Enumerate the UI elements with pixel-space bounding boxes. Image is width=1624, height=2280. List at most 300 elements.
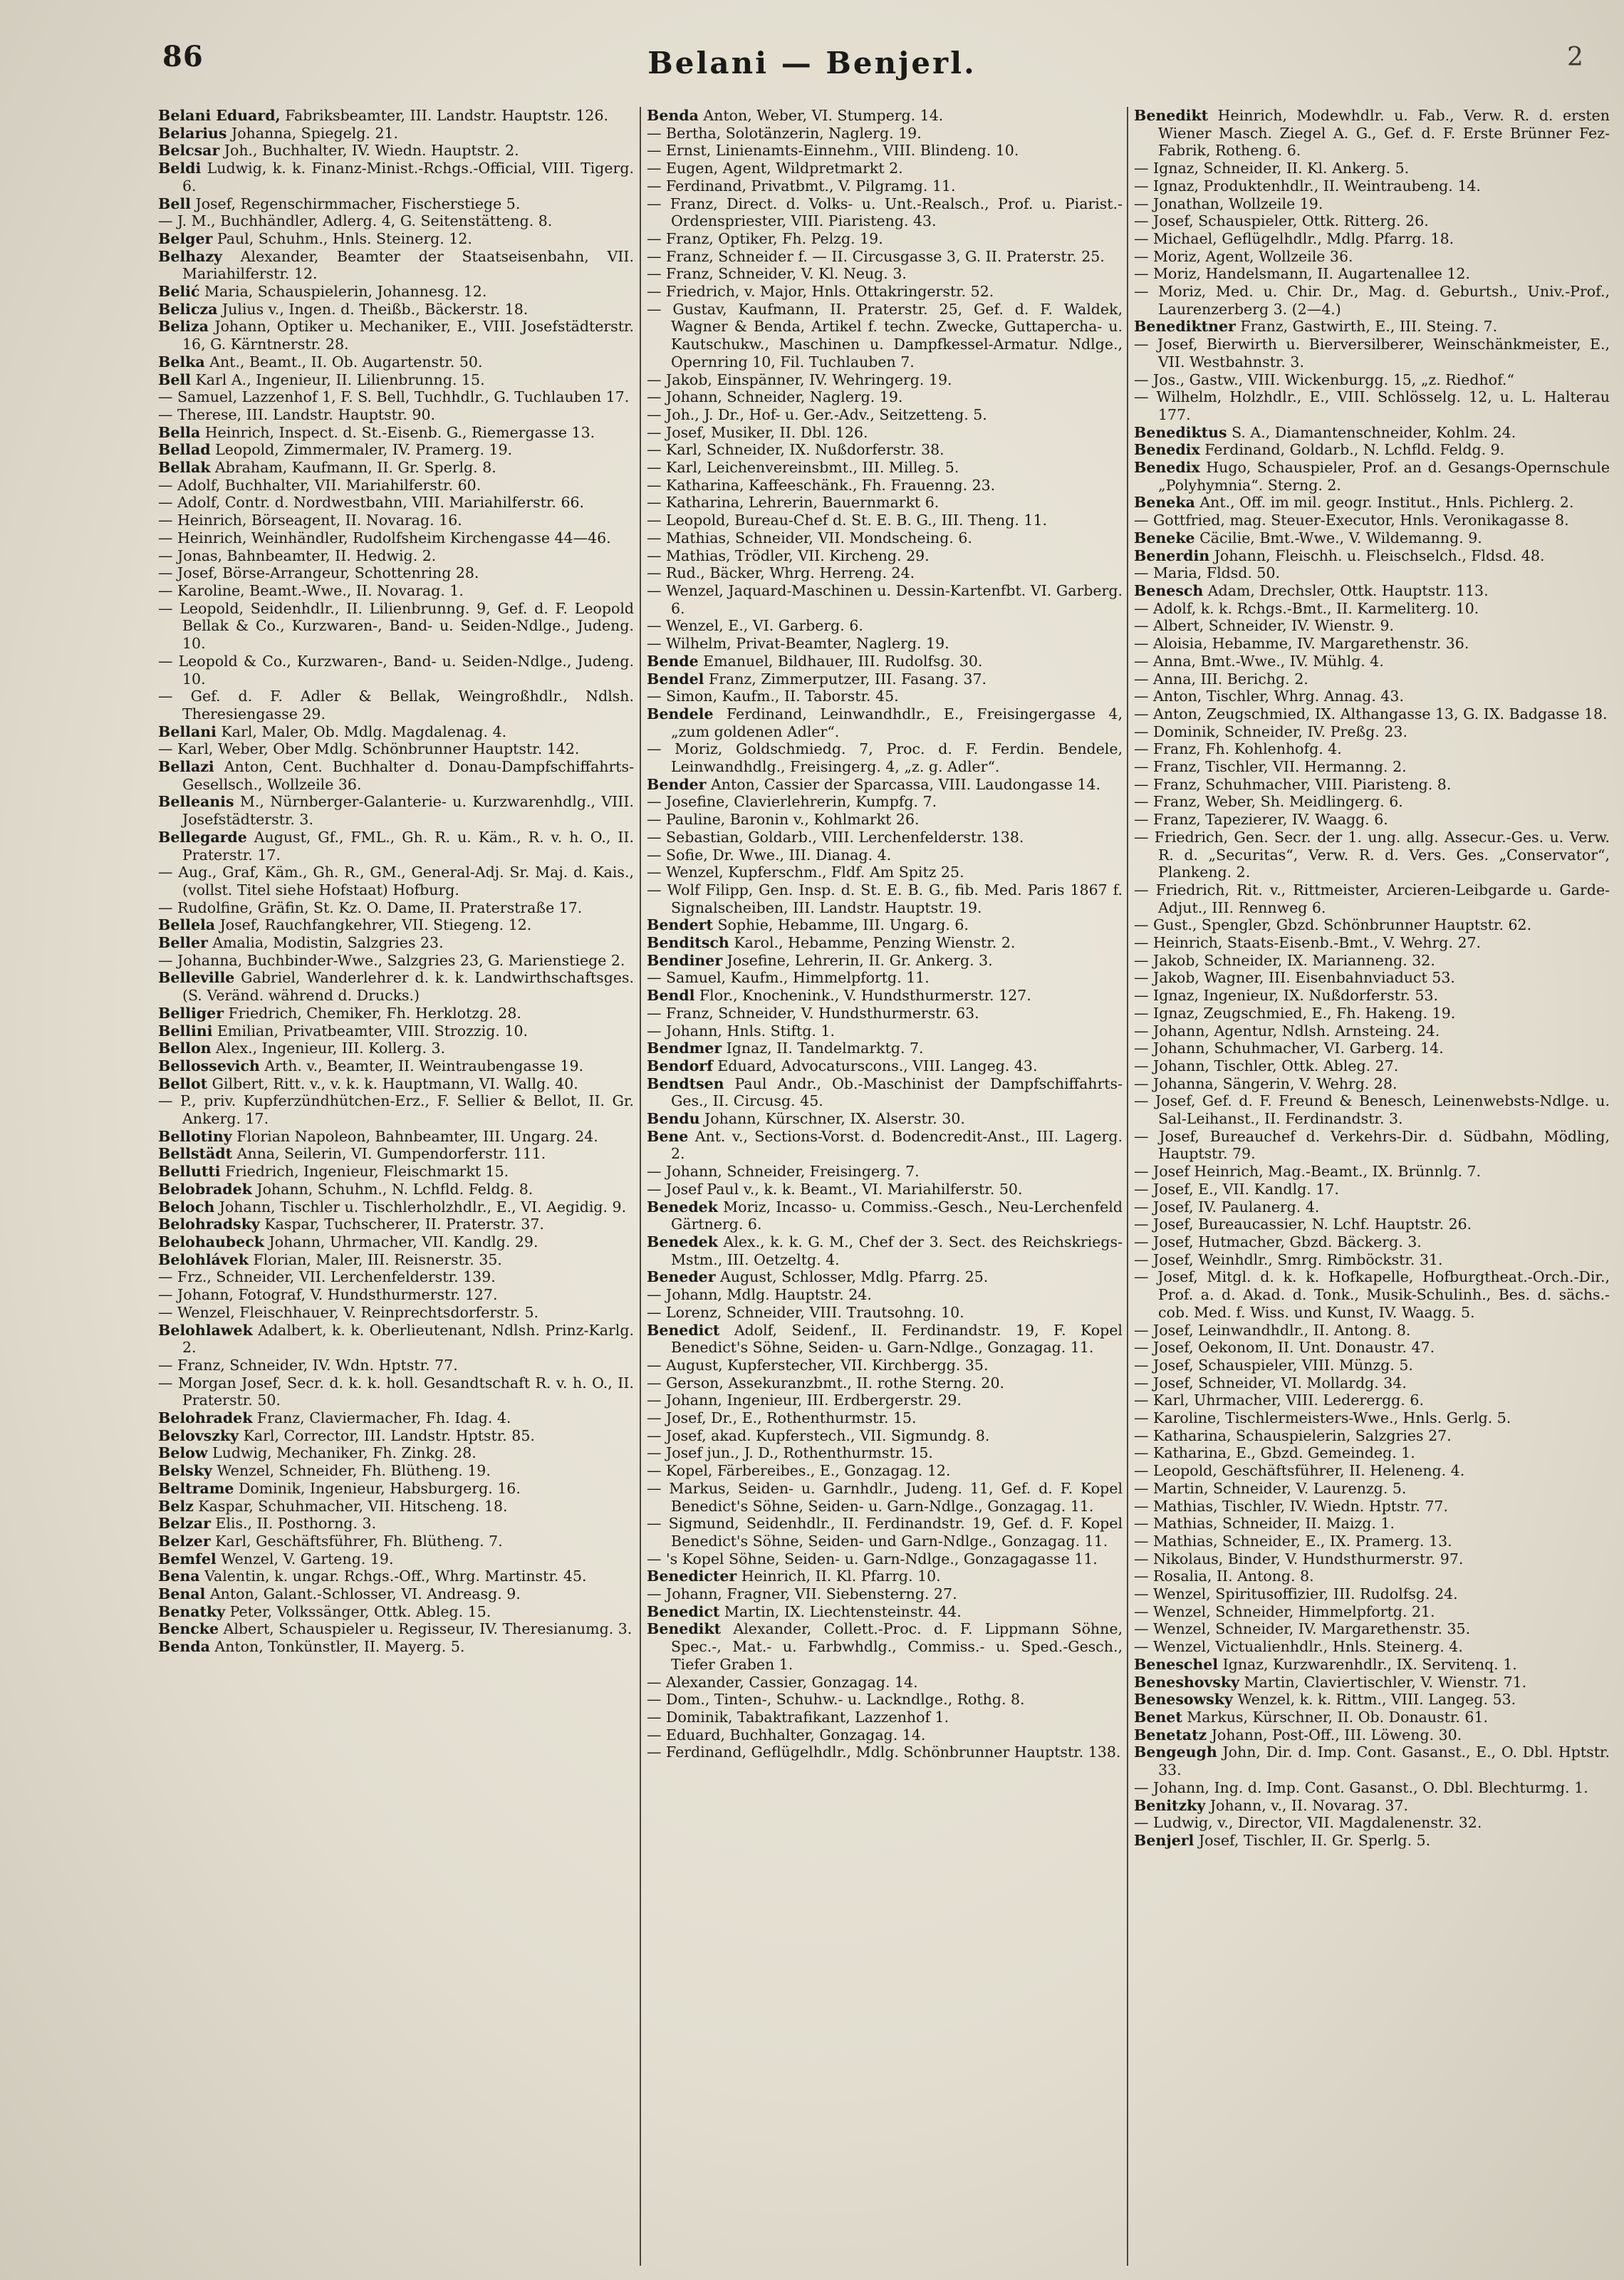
entry-details: Moriz, Incasso- u. Commiss.-Gesch., Neu-Lerchenfeld Gärtnerg. 6. [671,1198,1123,1233]
entry-surname: Bellossevich [158,1057,260,1074]
directory-entry [1134,564,1610,582]
directory-entry [158,793,634,828]
entry-surname: Benetatz [1134,1726,1207,1743]
directory-entry [158,1092,634,1127]
entry-details: — Wenzel, Kupferschm., Fldf. Am Spitz 25. [647,864,964,881]
page-number: 86 [162,40,204,73]
directory-entry [647,1585,1123,1603]
column-divider [1127,107,1128,2266]
entry-surname: Bendele [647,705,714,722]
entry-details: Ferdinand, Goldarb., N. Lchfld. Feldg. 9. [1199,441,1505,459]
entry-surname: Bena [158,1568,200,1585]
entry-details: — Karl, Leichenvereinsbmt., III. Milleg. 5. [647,459,959,477]
directory-entry [1134,1092,1610,1127]
directory-entry [158,600,634,653]
entry-surname: Belka [158,353,205,370]
entry-details: — Ignaz, Schneider, II. Kl. Ankerg. 5. [1134,160,1410,177]
entry-details: — Moriz, Handelsmann, II. Augartenallee 12. [1134,265,1470,283]
directory-entry [647,881,1123,916]
directory-entry [158,1462,634,1480]
directory-entry [1134,705,1610,723]
entry-details: Johann, Optiker u. Mechaniker, E., VIII. Josefstädterstr. 16, G. Kärntnerstr. 28. [182,318,634,353]
entry-details: Peter, Volkssänger, Ottk. Ableg. 15. [225,1602,491,1620]
entry-details: Emilian, Privatbeamter, VIII. Strozzig. 10. [212,1022,529,1040]
directory-entry [1134,1515,1610,1533]
entry-details: Flor., Knochenink., V. Hundsthurmerstr. 127. [694,987,1031,1005]
entry-surname: Bellon [158,1040,212,1057]
entry-details: Karl, Corrector, III. Landstr. Hptstr. 85. [239,1426,535,1444]
directory-entry [647,1726,1123,1744]
directory-entry [1134,318,1610,336]
entry-details: — Aug., Graf, Käm., Gh. R., GM., General-Adj. Sr. Maj. d. Kais., (vollst. Titel siehe Hofstaat) Hofburg. [158,864,634,898]
entry-details: Anton, Weber, VI. Stumperg. 14. [698,107,944,124]
directory-entry [647,705,1123,740]
entry-details: Anton, Galant.-Schlosser, VI. Andreasg. 9. [205,1585,521,1603]
entry-surname: Bell [158,370,191,388]
directory-entry [158,740,634,758]
entry-details: Josefine, Lehrerin, II. Gr. Ankerg. 3. [722,951,993,969]
entry-details: — Franz, Optiker, Fh. Pelzg. 19. [647,229,883,247]
entry-details: — Gerson, Assekuranzbmt., II. rothe Sterng. 20. [647,1374,1005,1392]
entry-details: M., Nürnberger-Galanterie- u. Kurzwarenhdlg., VIII. Josefstädterstr. 3. [182,793,634,829]
directory-entry [647,1462,1123,1480]
directory-entry [647,195,1123,230]
entry-details: — Johann, Schneider, Naglerg. 19. [647,388,903,406]
entry-details: August, Gf., FML., Gh. R. u. Käm., R. v. h. O., II. Praterstr. 17. [182,828,634,864]
directory-entry [1134,617,1610,635]
entry-details: — J. M., Buchhändler, Adlerg. 4, G. Seitenstätteng. 8. [158,212,553,230]
directory-entry [647,301,1123,371]
entry-details: — Josef, Bierwirth u. Bierversilberer, Weinschänkmeister, E., VII. Westbahnstr. 3. [1134,336,1610,370]
entry-details: — Katharina, Kaffeeschänk., Fh. Frauenng. 23. [647,476,996,494]
entry-details: — Simon, Kaufm., II. Taborstr. 45. [647,688,899,705]
directory-entry [1134,1603,1610,1621]
directory-entry [158,107,634,125]
entry-details: Kaspar, Tuchscherer, II. Praterstr. 37. [259,1216,544,1233]
directory-entry [1134,1691,1610,1709]
directory-entry [1134,653,1610,670]
entry-surname: Beneshovsky [1134,1673,1240,1691]
entry-details: — Wenzel, Victualienhdlr., Hnls. Steinerg. 4. [1134,1638,1463,1656]
directory-entry [158,1357,634,1374]
entry-details: — Eugen, Agent, Wildpretmarkt 2. [647,160,903,177]
directory-entry [647,1163,1123,1181]
directory-entry [647,1568,1123,1585]
entry-surname: Beneschel [1134,1655,1219,1673]
directory-entry [647,1674,1123,1691]
directory-entry [158,142,634,160]
directory-entry [647,477,1123,494]
directory-entry [1134,829,1610,881]
entry-details: — Franz, Schneider, IV. Wdn. Hptstr. 77. [158,1356,458,1374]
directory-entry [158,1585,634,1603]
entry-details: — Eduard, Buchhalter, Gonzagag. 14. [647,1726,926,1743]
entry-details: — Jakob, Einspänner, IV. Wehringerg. 19. [647,370,952,388]
directory-entry [647,283,1123,301]
entry-details: Leopold, Zimmermaler, IV. Pramerg. 19. [210,441,513,459]
directory-entry [1134,916,1610,934]
entry-surname: Bengeugh [1134,1743,1217,1761]
entry-details: Johanna, Spiegelg. 21. [227,124,399,142]
entry-details: — Josef, Weinhdlr., Smrg. Rimböckstr. 31. [1134,1250,1443,1268]
entry-details: Adalbert, k. k. Oberlieutenant, Ndlsh. Prinz-Karlg. 2. [182,1321,634,1357]
directory-entry [647,142,1123,160]
directory-entry [1134,1444,1610,1462]
entry-details: — Johann, Schneider, Freisingerg. 7. [647,1163,920,1181]
entry-details: — Johann, Mdlg. Hauptstr. 24. [647,1286,872,1304]
directory-entry [1134,1674,1610,1691]
entry-details: — Albert, Schneider, IV. Wienstr. 9. [1134,617,1395,635]
entry-details: — Maria, Fldsd. 50. [1134,564,1281,582]
entry-details: Dominik, Ingenieur, Habsburgerg. 16. [234,1479,521,1497]
entry-details: — Anton, Tischler, Whrg. Annag. 43. [1134,688,1404,705]
directory-entry [1134,1585,1610,1603]
entry-details: Ludwig, Mechaniker, Fh. Zinkg. 28. [207,1444,477,1462]
directory-entry [1134,1779,1610,1797]
entry-surname: Benedix [1134,441,1200,459]
entry-details: Friedrich, Chemiker, Fh. Herklotzg. 28. [223,1004,521,1022]
entry-details: — Heinrich, Weinhändler, Rudolfsheim Kirchengasse 44—46. [158,529,611,546]
directory-entry [647,265,1123,283]
directory-entry [158,723,634,741]
entry-details: — Josef, IV. Paulanerg. 4. [1134,1198,1320,1216]
entry-surname: Bellini [158,1022,213,1040]
entry-details: — Josef, Schneider, VI. Mollardg. 34. [1134,1374,1407,1392]
directory-entry [1134,177,1610,195]
directory-entry [647,125,1123,142]
entry-surname: Bende [647,652,699,670]
directory-entry [158,564,634,582]
directory-entry [158,1181,634,1198]
entry-details: Paul, Schuhm., Hnls. Steinerg. 12. [212,229,472,247]
directory-entry [647,1515,1123,1550]
entry-details: — Rud., Bäcker, Whrg. Herreng. 24. [647,564,915,582]
directory-entry [647,987,1123,1005]
directory-entry [158,441,634,459]
directory-entry [1134,1550,1610,1568]
entry-details: Ant., Beamt., II. Ob. Augartenstr. 50. [204,353,483,370]
entry-surname: Belani Eduard, [158,107,281,124]
entry-details: — Jos., Gastw., VIII. Wickenburgg. 15, „z. Riedhof.“ [1134,370,1514,388]
entry-details: — Johanna, Sängerin, V. Wehrg. 28. [1134,1074,1397,1092]
entry-details: — Friedrich, v. Major, Hnls. Ottakringerstr. 52. [647,283,994,301]
entry-surname: Belcsar [158,142,220,160]
entry-surname: Beliza [158,318,209,336]
directory-entry [158,529,634,547]
entry-details: — Josef Heinrich, Mag.-Beamt., IX. Brünnlg. 7. [1134,1163,1482,1181]
directory-entry [158,1322,634,1357]
entry-details: — Mathias, Trödler, VII. Kircheng. 29. [647,546,930,564]
directory-entry [1134,1251,1610,1269]
directory-entry [158,1163,634,1181]
entry-details: — Ferdinand, Geflügelhdlr., Mdlg. Schönbrunner Hauptstr. 138. [647,1743,1121,1761]
entry-details: — Wenzel, Schneider, IV. Margarethenstr. 35. [1134,1620,1471,1638]
directory-entry [1134,230,1610,248]
directory-entry [1134,265,1610,283]
entry-surname: Belicza [158,300,218,318]
entry-surname: Bender [647,775,707,793]
directory-entry [158,952,634,970]
entry-surname: Bellad [158,441,211,459]
directory-entry [1134,441,1610,459]
directory-entry [158,353,634,371]
entry-surname: Belger [158,229,213,247]
directory-entry [1134,723,1610,741]
directory-entry [647,1128,1123,1163]
directory-entry [158,916,634,934]
directory-entry [647,969,1123,987]
entry-details: Sophie, Hebamme, III. Ungarg. 6. [712,916,969,934]
directory-entry [158,582,634,600]
directory-entry [647,1409,1123,1427]
entry-details: — Sofie, Dr. Wwe., III. Dianag. 4. [647,846,892,864]
directory-entry [1134,740,1610,758]
entry-details: — Moriz, Med. u. Chir. Dr., Mag. d. Geburtsh., Univ.-Prof., Laurenzerberg 3. (2—4.) [1134,283,1610,318]
directory-entry [1134,195,1610,213]
entry-details: — Ferdinand, Privatbmt., V. Pilgramg. 11. [647,177,956,195]
directory-entry [647,441,1123,459]
entry-details: — Johann, Hnls. Stiftg. 1. [647,1022,836,1040]
directory-entry [647,1057,1123,1075]
entry-details: Markus, Kürschner, II. Ob. Donaustr. 61. [1182,1708,1489,1726]
directory-entry [1134,494,1610,512]
directory-entry [647,1691,1123,1709]
entry-surname: Bellani [158,722,217,740]
entry-details: — 's Kopel Söhne, Seiden- u. Garn-Ndlge., Gonzagagasse 11. [647,1550,1098,1568]
directory-entry [158,1427,634,1445]
directory-entry [647,1743,1123,1761]
directory-entry [158,1480,634,1498]
directory-entry [158,899,634,917]
directory-entry [158,477,634,494]
entry-details: — Gustav, Kaufmann, II. Praterstr. 25, Gef. d. F. Waldek, Wagner & Benda, Artikel f. techn. Zwecke, Guttapercha- u. Kautschukw., Maschinen u. Dampfkessel-Armatur. Ndlge., Opernring 10, Fil. Tuchlauben 7. [647,300,1123,370]
directory-entry [1134,1005,1610,1022]
entry-details: — Josef jun., J. D., Rothenthurmstr. 15. [647,1444,933,1462]
entry-details: — Gef. d. F. Adler & Bellak, Weingroßhdlr., Ndlsh. Theresiengasse 29. [158,688,634,722]
entry-details: — Josef, Bureauchef d. Verkehrs-Dir. d. Südbahn, Mödling, Hauptstr. 79. [1134,1127,1610,1163]
entry-details: Martin, Claviertischler, V. Wienstr. 71. [1239,1673,1527,1691]
directory-entry [158,1233,634,1251]
entry-details: — Wenzel, Jaquard-Maschinen u. Dessin-Kartenfbt. VI. Garberg. 6. [647,581,1123,617]
directory-entry [158,1286,634,1304]
entry-surname: Belobradek [158,1180,252,1198]
entry-surname: Bendert [647,916,713,934]
directory-entry [158,1022,634,1040]
directory-entry [158,1638,634,1656]
entry-details: — Therese, III. Landstr. Hauptstr. 90. [158,405,436,423]
directory-entry [1134,1268,1610,1321]
entry-details: Ferdinand, Leinwandhdlr., E., Freisingergasse 4, „zum goldenen Adler“. [671,705,1123,740]
column-divider [640,107,641,2266]
entry-details: Heinrich, II. Kl. Pfarrg. 10. [736,1568,941,1585]
entry-details: — Frz., Schneider, VII. Lerchenfelderstr. 139. [158,1268,496,1286]
directory-entry [647,1286,1123,1304]
directory-entry [647,1198,1123,1233]
entry-details: Karl, Geschäftsführer, Fh. Blütheng. 7. [210,1532,503,1550]
directory-entry [1134,248,1610,266]
directory-entry [158,125,634,142]
directory-entry [647,864,1123,881]
directory-entry [1134,212,1610,230]
directory-entry [158,1568,634,1585]
entry-details: — Mathias, Schneider, II. Maizg. 1. [1134,1515,1395,1533]
entry-surname: Benediktus [1134,423,1227,441]
entry-details: Johann, Post-Off., III. Löweng. 30. [1207,1726,1462,1743]
directory-entry [647,1709,1123,1726]
entry-details: — Franz, Schneider, V. Kl. Neug. 3. [647,265,907,283]
directory-entry [647,1233,1123,1268]
entry-details: Heinrich, Modewhdlr. u. Fab., Verw. R. d. ersten Wiener Masch. Ziegel A. G., Gef. d. F. Erste Brünner Fez-Fabrik, Rotheng. 6. [1158,107,1610,160]
entry-details: — Samuel, Kaufm., Himmelpfortg. 11. [647,969,930,987]
entry-details: — Wilhelm, Holzhdlr., E., VIII. Schlösselg. 12, u. L. Halterau 177. [1134,388,1610,423]
entry-details: Martin, IX. Liechtensteinstr. 44. [719,1602,962,1620]
directory-entry [647,107,1123,125]
entry-details: — Anna, III. Berichg. 2. [1134,670,1308,688]
directory-entry [647,934,1123,952]
entry-details: — Katharina, E., Gbzd. Gemeindeg. 1. [1134,1444,1415,1462]
entry-details: Franz, Claviermacher, Fh. Idag. 4. [252,1409,511,1427]
entry-details: Johann, v., II. Novarag. 37. [1205,1796,1409,1814]
entry-surname: Belarius [158,124,227,142]
directory-entry [647,688,1123,705]
entry-surname: Bendtsen [647,1074,724,1092]
entry-details: — Samuel, Lazzenhof 1, F. S. Bell, Tuchhdlr., G. Tuchlauben 17. [158,388,630,406]
directory-entry [1134,1216,1610,1233]
entry-details: Valentin, k. ungar. Rchgs.-Off., Whrg. Martinstr. 45. [199,1568,587,1585]
entry-details: — Ernst, Linienamts-Einnehm., VIII. Blindeng. 10. [647,142,1019,160]
entry-details: — Johann, Ingenieur, III. Erdbergerstr. 29. [647,1392,962,1409]
entry-details: Amalia, Modistin, Salzgries 23. [207,934,444,952]
corner-mark: 2 [1567,43,1583,72]
directory-entry [1134,1533,1610,1550]
entry-surname: Bendl [647,987,695,1005]
entry-details: — Franz, Tischler, VII. Hermanng. 2. [1134,758,1407,776]
entry-details: Johann, Kürschner, IX. Alserstr. 30. [699,1110,965,1128]
entry-surname: Bella [158,423,201,441]
entry-details: — Josef, Bureaucassier, N. Lchf. Hauptstr. 26. [1134,1216,1472,1233]
entry-surname: Belohlawek [158,1321,253,1339]
directory-entry [647,1005,1123,1022]
entry-details: — Karl, Schneider, IX. Nußdorferstr. 38. [647,441,944,459]
entry-details: Julius v., Ingen. d. Theißb., Bäckerstr. 18. [217,300,529,318]
entry-details: Josef, Tischler, II. Gr. Sperlg. 5. [1194,1831,1431,1849]
directory-entry [158,248,634,283]
entry-details: — Morgan Josef, Secr. d. k. k. holl. Gesandtschaft R. v. h. O., II. Praterstr. 50. [158,1374,634,1409]
directory-entry [1134,1075,1610,1093]
directory-entry [158,1304,634,1322]
directory-entry [647,230,1123,248]
directory-entry [647,582,1123,617]
directory-entry [158,1550,634,1568]
entry-details: — Josef, akad. Kupferstech., VII. Sigmundg. 8. [647,1426,990,1444]
entry-details: — Wenzel, E., VI. Garberg. 6. [647,617,863,635]
directory-entry [647,1444,1123,1462]
entry-details: — Wenzel, Spiritusoffizier, III. Rudolfsg. 24. [1134,1585,1458,1603]
directory-entry [158,494,634,512]
directory-entry [1134,635,1610,653]
entry-details: — Josefine, Clavierlehrerin, Kumpfg. 7. [647,793,937,811]
entry-details: — Josef, Dr., E., Rothenthurmstr. 15. [647,1409,917,1427]
entry-details: — Friedrich, Gen. Secr. der 1. ung. allg. Assecur.-Ges. u. Verw. R. d. „Securitas“, Verw. R. d. Vers. Ges. „Conservator“, Plankeng. 2. [1134,828,1610,881]
directory-entry [1134,811,1610,829]
directory-entry [1134,1128,1610,1163]
entry-details: — Wenzel, Schneider, Himmelpfortg. 21. [1134,1602,1435,1620]
entry-details: Abraham, Kaufmann, II. Gr. Sperlg. 8. [210,459,496,477]
directory-entry [647,371,1123,389]
directory-entry [1134,1814,1610,1832]
entry-details: — Franz, Schuhmacher, VIII. Piaristeng. 8. [1134,775,1452,793]
entry-details: — Adolf, Contr. d. Nordwestbahn, VIII. Mariahilferstr. 66. [158,494,585,512]
entry-surname: Bencke [158,1620,219,1638]
entry-surname: Beneka [1134,494,1195,512]
directory-entry [158,1251,634,1269]
entry-details: Ant. v., Sections-Vorst. d. Bodencredit-Anst., III. Lagerg. 2. [671,1127,1123,1163]
entry-details: — Johann, Schuhmacher, VI. Garberg. 14. [1134,1040,1444,1057]
directory-entry [647,494,1123,512]
entry-details: Kaspar, Schuhmacher, VII. Hitscheng. 18. [193,1497,508,1515]
directory-entry [647,424,1123,442]
directory-entry [158,283,634,301]
directory-entry [158,864,634,898]
entry-details: — Josef, Schauspieler, VIII. Münzg. 5. [1134,1356,1413,1374]
entry-surname: Beloch [158,1198,215,1216]
entry-surname: Bellot [158,1074,208,1092]
entry-details: — Josef, Börse-Arrangeur, Schottenring 28. [158,564,479,582]
entry-details: — Rudolfine, Gräfin, St. Kz. O. Dame, II. Praterstraße 17. [158,898,583,916]
directory-entry [1134,1163,1610,1181]
entry-details: Heinrich, Inspect. d. St.-Eisenb. G., Riemergasse 13. [200,423,595,441]
entry-details: Wenzel, V. Garteng. 19. [216,1550,394,1568]
entry-details: — Dom., Tinten-, Schuhw.- u. Lackndlge., Rothg. 8. [647,1691,1025,1709]
directory-entry [1134,283,1610,318]
entry-surname: Bellegarde [158,828,247,846]
directory-entry [158,1040,634,1057]
directory-entry [1134,1568,1610,1585]
directory-entry [647,547,1123,565]
directory-entry [647,459,1123,477]
entry-details: — Mathias, Tischler, IV. Wiedn. Hptstr. 77. [1134,1497,1448,1515]
entry-details: — Martin, Schneider, V. Laurenzg. 5. [1134,1479,1407,1497]
entry-details: Alex., k. k. G. M., Chef der 3. Sect. des Reichskriegs-Mstm., III. Oetzeltg. 4. [671,1233,1123,1268]
entry-surname: Bellela [158,916,216,934]
directory-entry [647,635,1123,653]
directory-entry [1134,952,1610,970]
entry-details: — Franz, Tapezierer, IV. Waagg. 6. [1134,811,1388,829]
entry-surname: Bell [158,195,191,212]
entry-details: — August, Kupferstecher, VII. Kirchbergg. 35. [647,1356,989,1374]
entry-details: — Kopel, Färbereibes., E., Gonzagag. 12. [647,1462,951,1480]
entry-details: John, Dir. d. Imp. Cont. Gasanst., E., O. Dbl. Hptstr. 33. [1158,1743,1610,1779]
column-2 [647,107,1123,2266]
entry-details: Eduard, Advocaturscons., VIII. Langeg. 43. [712,1057,1038,1074]
directory-entry [158,459,634,477]
entry-details: Arth. v., Beamter, II. Weintraubengasse 19. [259,1057,584,1074]
directory-entry [158,1005,634,1022]
entry-details: — Bertha, Solotänzerin, Naglerg. 19. [647,124,922,142]
directory-entry [158,1268,634,1286]
entry-details: — Leopold, Geschäftsführer, II. Heleneng. 4. [1134,1462,1465,1480]
directory-entry [158,1128,634,1146]
entry-details: Johann, Tischler u. Tischlerholzhdlr., E., VI. Aegidig. 9. [214,1198,627,1216]
entry-surname: Benedict [647,1602,720,1620]
entry-details: — Katharina, Lehrerin, Bauernmarkt 6. [647,494,939,512]
entry-details: — Josef Paul v., k. k. Beamt., VI. Mariahilferstr. 50. [647,1180,1023,1198]
running-head: Belani — Benjerl. [647,46,977,81]
directory-entry [647,248,1123,266]
directory-entry [1134,1198,1610,1216]
entry-details: Franz, Zimmerputzer, III. Fasang. 37. [704,670,987,688]
directory-entry [647,177,1123,195]
